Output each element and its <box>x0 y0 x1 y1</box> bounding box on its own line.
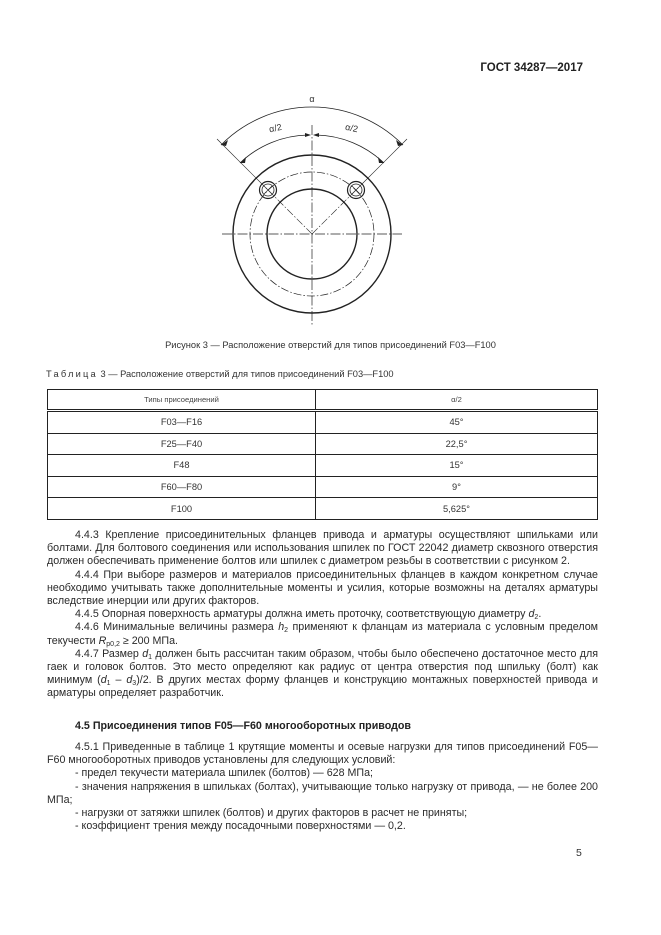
flange-hole-diagram <box>200 85 430 330</box>
cell-type: F25—F40 <box>48 433 316 455</box>
table-caption-text: 3 — Расположение отверстий для типов присоединений F03—F100 <box>100 369 394 379</box>
clause-4-5-1: 4.5.1 Приведенные в таблице 1 крутящие моменты и осевые нагрузки для типов присоединений F05—F60 многооборотных приводов установлены для следующих условий: <box>47 741 598 767</box>
clause-4-4-6: 4.4.6 Минимальные величины размера $h_2$ применяют к фланцам из материала с условным пределом текучести $R_{p0,2} \ge 200$ МПа. <box>47 621 598 648</box>
flange-drawing <box>200 85 430 330</box>
hole-layout-table <box>47 389 598 520</box>
header-connection-types: Типы присоединений <box>48 390 316 411</box>
cell-type: F100 <box>48 498 316 520</box>
alpha-label: α <box>309 94 315 104</box>
table-row <box>48 411 598 434</box>
figure-caption: Рисунок 3 — Расположение отверстий для типов присоединений F03—F100 <box>165 340 496 350</box>
header-half-angle: α/2 <box>316 390 598 411</box>
condition-item: - коэффициент трения между посадочными поверхностями — 0,2. <box>75 820 406 833</box>
cell-type: F60—F80 <box>48 476 316 498</box>
cell-angle: 5,625° <box>316 498 598 520</box>
table-caption <box>46 369 394 379</box>
cell-angle: 9° <box>316 476 598 498</box>
table-row <box>48 476 598 498</box>
cell-type: F03—F16 <box>48 411 316 434</box>
table-row <box>48 455 598 477</box>
cell-angle: 45° <box>316 411 598 434</box>
page-number: 5 <box>576 847 582 859</box>
table-header-row <box>48 390 598 411</box>
clauses-4-4 <box>47 529 598 701</box>
section-heading-4-5: 4.5 Присоединения типов F05—F60 многооборотных приводов <box>75 720 411 732</box>
table-row <box>48 498 598 520</box>
table-row <box>48 433 598 455</box>
clause-4-4-3: 4.4.3 Крепление присоединительных фланцев привода и арматуры осуществляют шпильками или болтами. Для болтового соединения или использования шпилек по ГОСТ 22042 диаметр сквозного отверстия должен обеспечивать применение болтов или шпилек с диаметром резьбы в соответствии с рисунком 2. <box>47 529 598 568</box>
clause-4-4-5: 4.4.5 Опорная поверхность арматуры должна иметь проточку, соответствующую диаметру $d_2$. <box>75 608 542 622</box>
cell-angle: 15° <box>316 455 598 477</box>
clause-4-5-1-block <box>47 741 598 833</box>
table-caption-word: Таблица <box>46 369 98 379</box>
clause-4-4-7: 4.4.7 Размер $d_1$ должен быть рассчитан таким образом, чтобы было обеспечено достаточное место для гаек и головок болтов. Это место определяют как радиус от центра отверстия под шпильку (болт) как минимум $(d_1 - d_3)/2$. В других местах форму фланцев и конструкцию монтажных поверхностей привода и арматуры определяет разработчик. <box>47 647 598 700</box>
condition-item: - значения напряжения в шпильках (болтах), учитывающие только нагрузку от привода, — не более 200 МПа; <box>47 780 598 806</box>
half-alpha-left-label: α/2 <box>268 121 283 135</box>
cell-type: F48 <box>48 455 316 477</box>
half-alpha-right-label: α/2 <box>344 121 359 135</box>
cell-angle: 22,5° <box>316 433 598 455</box>
condition-item: - предел текучести материала шпилек (болтов) — 628 МПа; <box>75 767 373 780</box>
clause-4-4-4: 4.4.4 При выборе размеров и материалов присоединительных фланцев в каждом конкретном случае необходимо учитывать также дополнительные моменты и усилия, которые возможны на деталях арматуры вследствие инерции или других факторов. <box>47 568 598 608</box>
standard-designation: ГОСТ 34287—2017 <box>480 62 583 74</box>
condition-item: - нагрузки от затяжки шпилек (болтов) и других факторов в расчет не приняты; <box>75 807 468 820</box>
